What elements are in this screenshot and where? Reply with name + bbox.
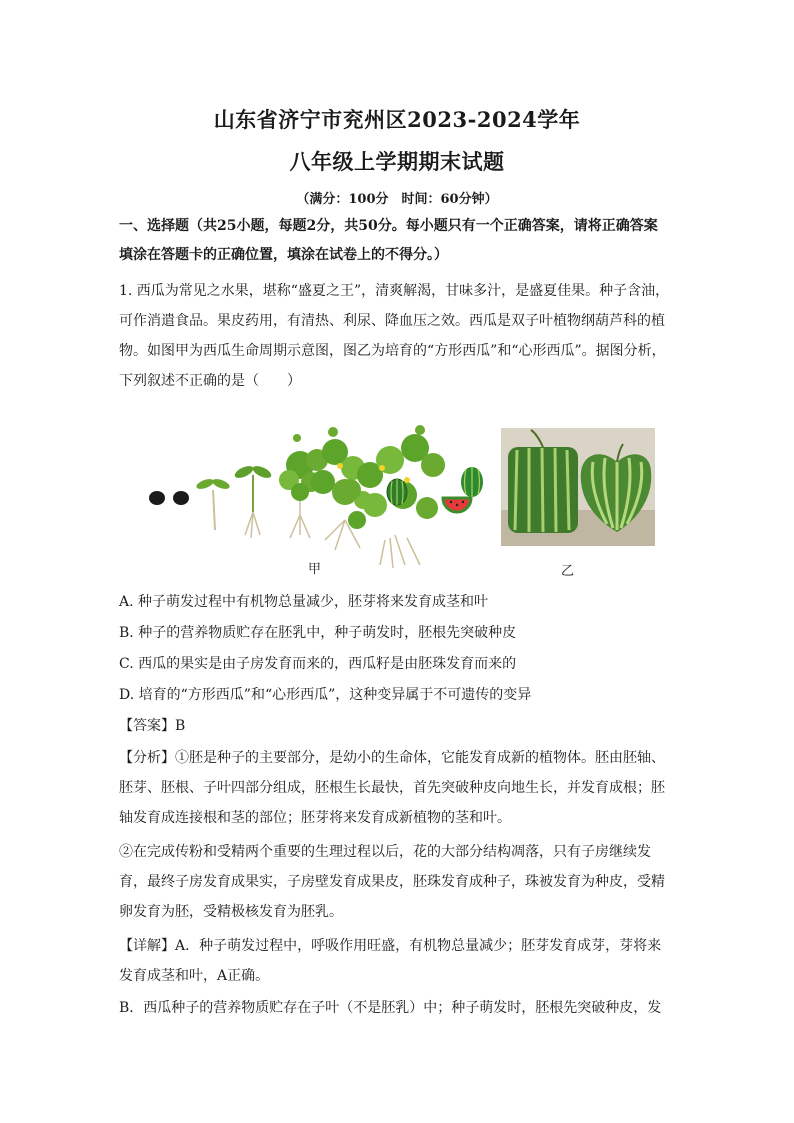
- figure-label-a: 甲: [308, 562, 322, 577]
- watermelon-slice-icon: [443, 498, 471, 512]
- seedling-icon: [233, 464, 273, 538]
- figure-label-b: 乙: [561, 564, 575, 579]
- detail-line3: B．西瓜种子的营养物质贮存在子叶（不是胚乳）中；种子萌发时，胚根先突破种皮，发: [119, 1000, 662, 1016]
- question-text-line1: 1. 西瓜为常见之水果，堪称“盛夏之王”，清爽解渴，甘味多汁，是盛夏佳果。种子含油，: [119, 283, 670, 299]
- analysis-line5: 育，最终子房发育成果实，子房壁发育成果皮，胚珠发育成种子，珠被发育为种皮，受精: [119, 874, 665, 890]
- detail-line2: 发育成茎和叶，A正确。: [119, 968, 270, 984]
- question-text-line4: 下列叙述不正确的是（ ）: [119, 373, 301, 389]
- fruiting-plant-icon: [339, 425, 445, 568]
- exam-subtitle: （满分：100分 时间：60分钟）: [296, 192, 498, 207]
- question-text-line2: 可作消遣食品。果皮药用，有清热、利尿、降血压之效。西瓜是双子叶植物纲葫芦科的植: [119, 313, 665, 329]
- option-b: B. 种子的营养物质贮存在胚乳中，种子萌发时，胚根先突破种皮: [119, 625, 517, 641]
- seed-icon: [149, 491, 165, 505]
- exam-title-line2: 八年级上学期期末试题: [289, 149, 505, 174]
- seedling-icon: [195, 477, 231, 530]
- option-a: A. 种子萌发过程中有机物总量减少，胚芽将来发育成茎和叶: [119, 594, 489, 610]
- question-text-line3: 物。如图甲为西瓜生命周期示意图，图乙为培育的“方形西瓜”和“心形西瓜”。据图分析，: [119, 343, 666, 359]
- option-d: D. 培育的“方形西瓜”和“心形西瓜”，这种变异属于不可遗传的变异: [119, 687, 532, 703]
- analysis-line3: 轴发育成连接根和茎的部位；胚芽将来发育成新植物的茎和叶。: [119, 810, 511, 826]
- question-figure: [145, 420, 665, 585]
- vine-plant-icon: [306, 427, 372, 550]
- analysis-line6: 卵发育为胚，受精极核发育为胚乳。: [119, 904, 343, 920]
- analysis-line4: ②在完成传粉和受精两个重要的生理过程以后，花的大部分结构凋落，只有子房继续发: [119, 844, 651, 860]
- watermelon-lifecycle-figure: [145, 420, 665, 585]
- exam-title-line1: 山东省济宁市兖州区2023-2024学年: [213, 107, 581, 132]
- option-c: C. 西瓜的果实是由子房发育而来的，西瓜籽是由胚珠发育而来的: [119, 656, 517, 672]
- answer-line: 【答案】B: [119, 718, 186, 734]
- section-heading-line2: 填涂在答题卡的正确位置，填涂在试卷上的不得分。）: [119, 247, 448, 263]
- analysis-line1: 【分析】①胚是种子的主要部分，是幼小的生命体，它能发育成新的植物体。胚由胚轴、: [119, 750, 665, 766]
- detail-line1: 【详解】A．种子萌发过程中，呼吸作用旺盛，有机物总量减少；胚芽发育成芽，芽将来: [119, 938, 662, 954]
- seed-icon: [173, 491, 189, 505]
- section-heading-line1: 一、选择题（共25小题，每题2分，共50分。每小题只有一个正确答案，请将正确答案: [119, 218, 658, 234]
- watermelon-icon: [461, 467, 483, 497]
- analysis-line2: 胚芽、胚根、子叶四部分组成，胚根生长最快，首先突破种皮向地生长，并发育成根；胚: [119, 780, 665, 796]
- shaped-watermelon-photo: [501, 428, 655, 546]
